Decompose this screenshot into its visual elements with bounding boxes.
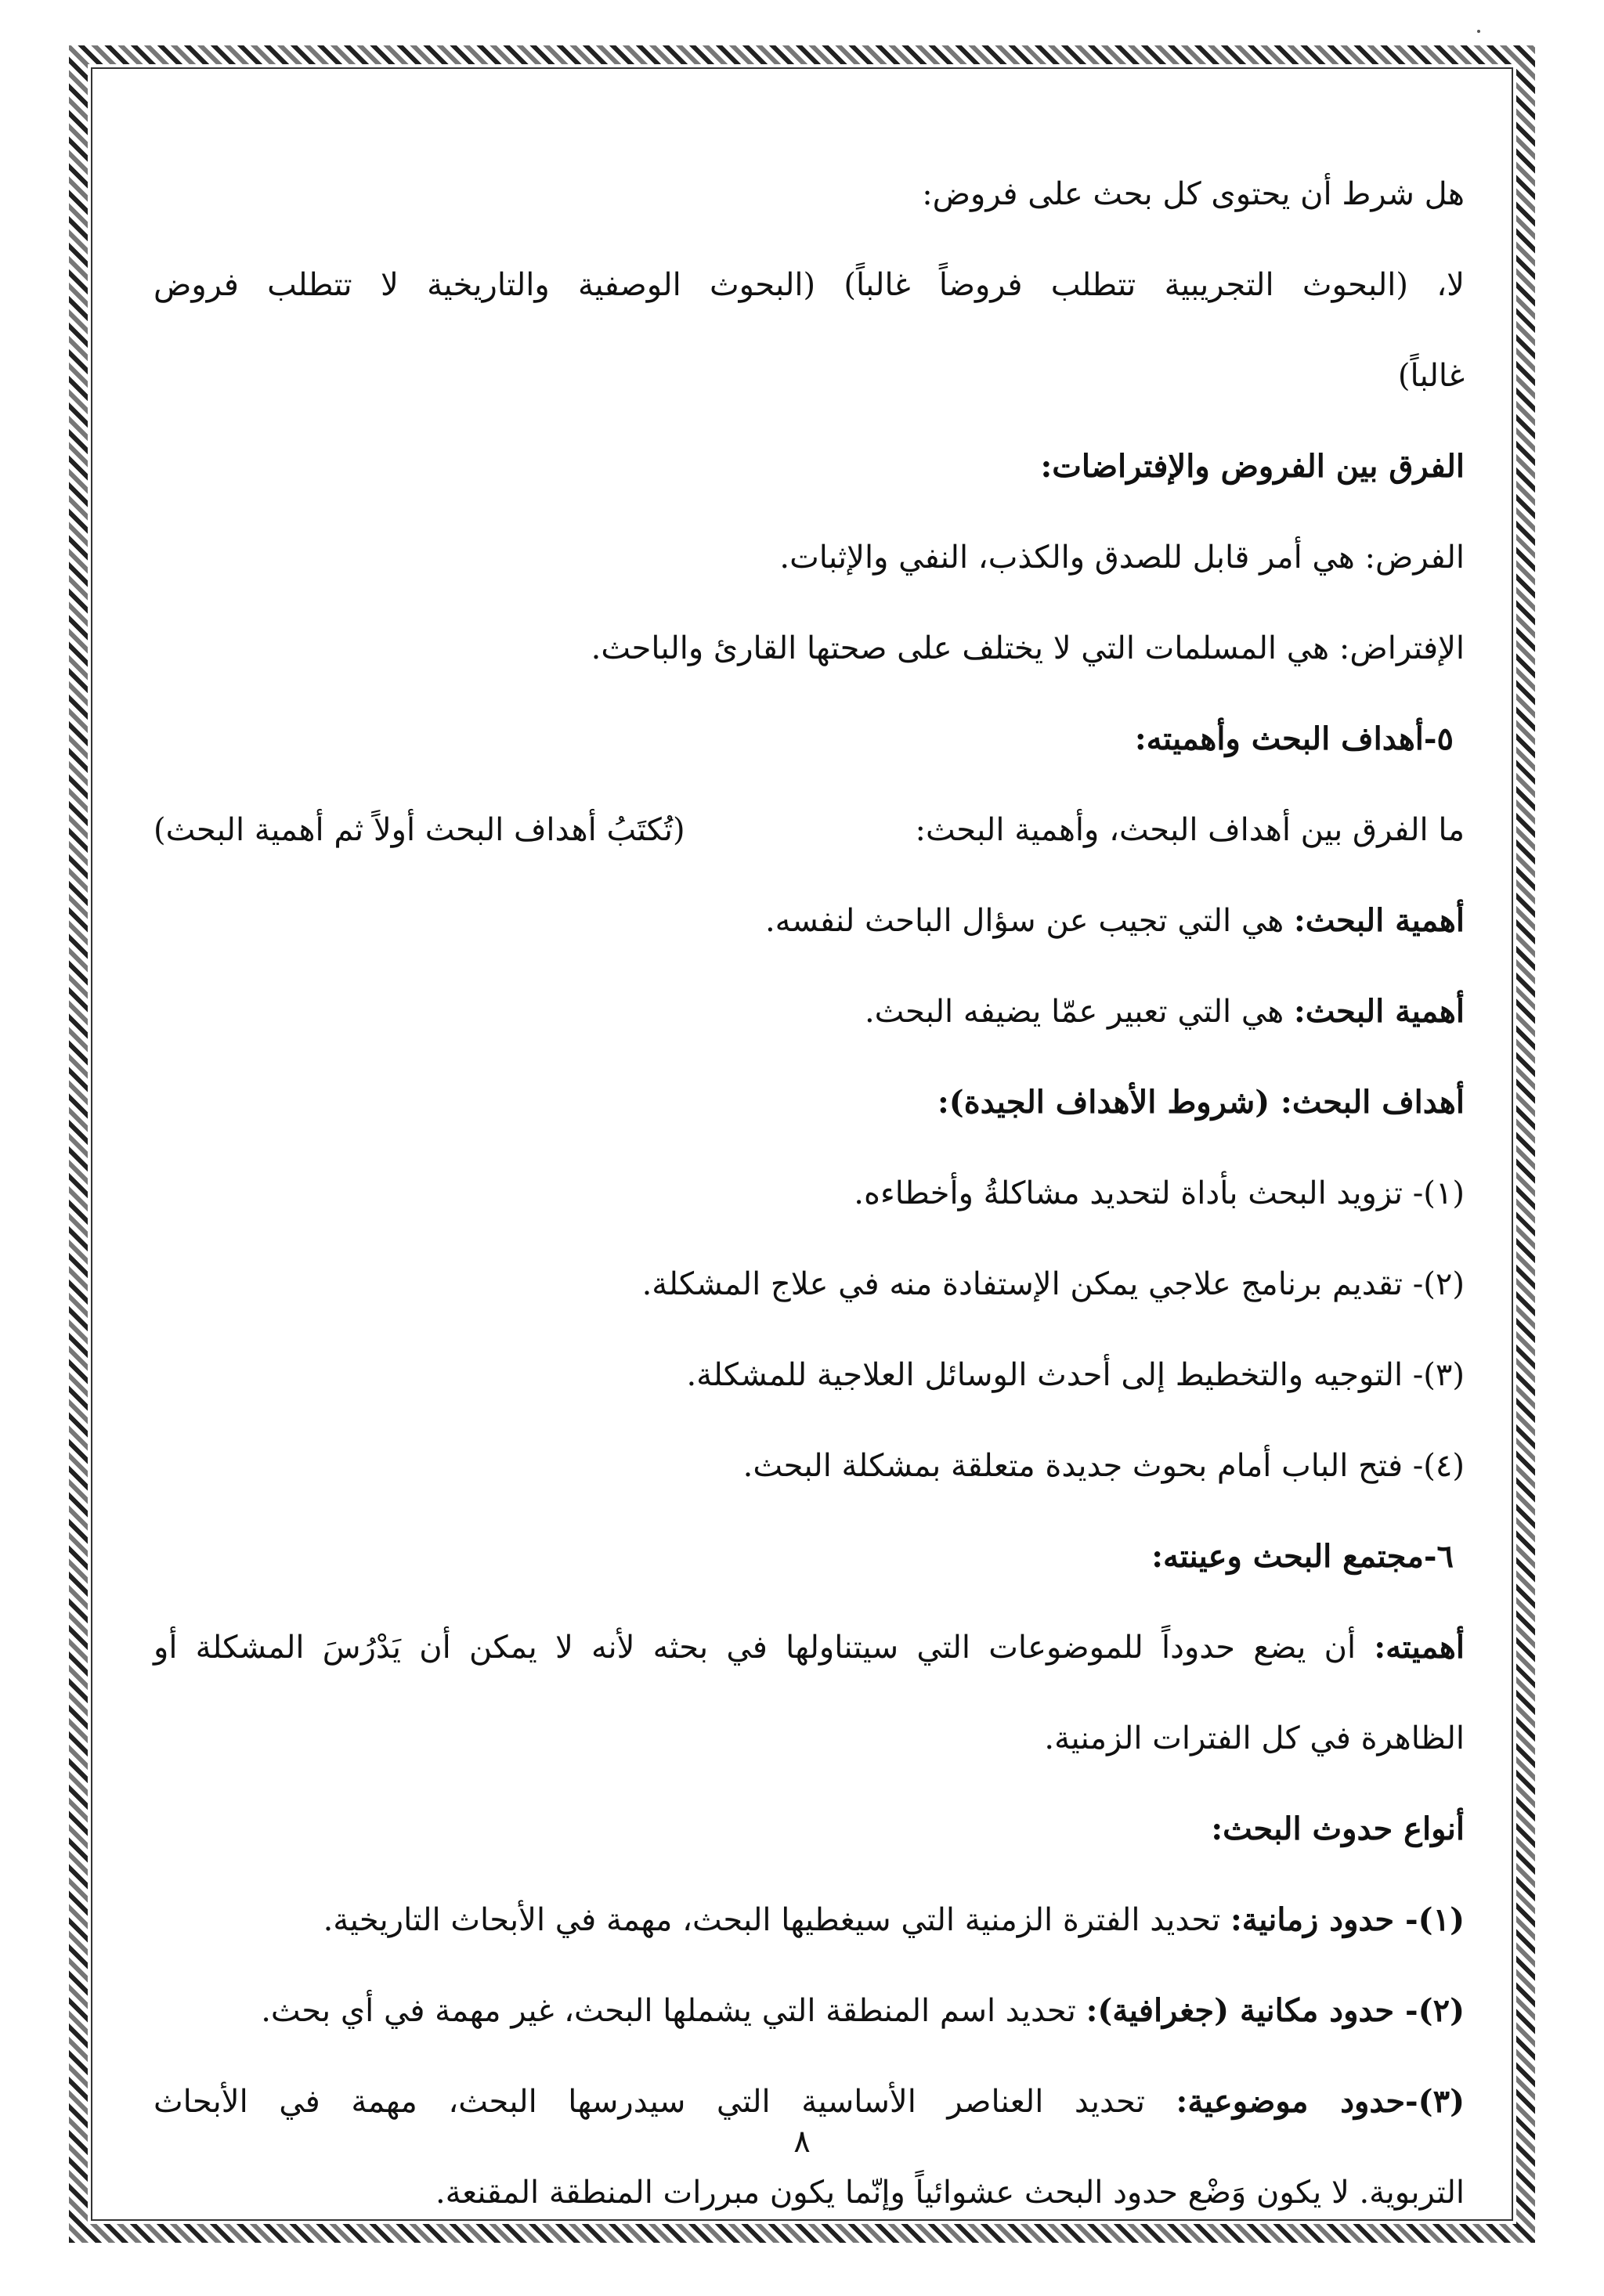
importance-text-1: هي التي تجيب عن سؤال الباحث لنفسه. [764,903,1294,939]
heading-limit-types: أنواع حدوث البحث: [1211,1810,1465,1847]
limit-type-2-label: (٢)- حدود مكانية (جغرافية): [1086,1992,1465,2029]
importance-label-2: أهمية البحث: [1293,993,1465,1030]
definition-hypothesis: الفرض: هي أمر قابل للصدق والكذب، النفي والإثبات. [779,540,1465,576]
heading-section-6: ٦-مجتمع البحث وعينته: [1151,1538,1454,1575]
heading-difference: الفرق بين الفروض والإفتراضات: [1040,448,1465,485]
limit-type-1-text: تحديد الفترة الزمنية التي سيغطيها البحث، مهمة في الأبحاث التاريخية. [323,1902,1230,1938]
limit-type-2-text: تحديد اسم المنطقة التي يشملها البحث، غير مهمة في أي بحث. [261,1993,1086,2029]
importance-label-1: أهمية البحث: [1293,902,1465,939]
limit-type-1 [154,1875,1465,1966]
importance-text-3: أن يضع حدوداً للموضوعات التي سيتناولها في بحثه لأنه لا يمكن أن يَدْرُسَ المشكلة أو [154,1630,1375,1666]
importance-label-3: أهميته: [1374,1629,1465,1666]
importance-def-2 [154,966,1465,1057]
limit-type-3-label: (٣)-حدود موضوعية: [1176,2083,1465,2120]
goal-item-3: (٣)- التوجيه والتخطيط إلى أحدث الوسائل العلاجية للمشكلة. [686,1357,1465,1393]
heading-section-5: ٥-أهداف البحث وأهميته: [1134,720,1454,757]
goal-item-4: (٤)- فتح الباب أمام بحوث جديدة متعلقة بمشكلة البحث. [742,1448,1465,1484]
goal-item-2: (٢)- تقديم برنامج علاجي يمكن الإستفادة منه في علاج المشكلة. [641,1266,1465,1302]
importance-def-1 [154,875,1465,966]
page-number: ٨ [793,2124,811,2160]
importance-text-2: هي التي تعبير عمّا يضيفه البحث. [864,994,1294,1030]
question-goals-importance [154,785,1465,875]
answer-line-1: لا، (البحوث التجريبية تتطلب فروضاً غالباً) (البحوث الوصفية والتاريخية لا تتطلب فروض [154,267,1465,303]
limit-type-2 [154,1966,1465,2056]
limit-type-1-label: (١)- حدود زمانية: [1230,1901,1465,1938]
limit-type-3-cont: التربوية. لا يكون وَضْع حدود البحث عشوائياً وإنّما يكون مبررات المنطقة المقنعة. [435,2175,1465,2211]
heading-goals: أهداف البحث: (شروط الأهداف الجيدة): [937,1084,1465,1121]
question-hypotheses: هل شرط أن يحتوى كل بحث على فروض: [922,176,1465,212]
question-text: ما الفرق بين أهداف البحث، وأهمية البحث: [915,812,1465,848]
answer-line-2: غالباً) [1397,358,1465,394]
question-note: (تُكتَبُ أهداف البحث أولاً ثم أهمية البحث) [154,812,685,848]
page-content [154,149,1465,2238]
scan-speck [1477,30,1480,33]
goal-item-1: (١)- تزويد البحث بأداة لتحديد مشاكلةُ وأخطاءه. [854,1175,1465,1211]
definition-assumption: الإفتراض: هي المسلمات التي لا يختلف على صحتها القارئ والباحث. [591,630,1465,666]
importance-scope-cont: الظاهرة في كل الفترات الزمنية. [1044,1720,1465,1756]
importance-scope [154,1602,1465,1693]
limit-type-3-text: تحديد العناصر الأساسية التي سيدرسها البحث، مهمة في الأبحاث [154,2084,1176,2120]
